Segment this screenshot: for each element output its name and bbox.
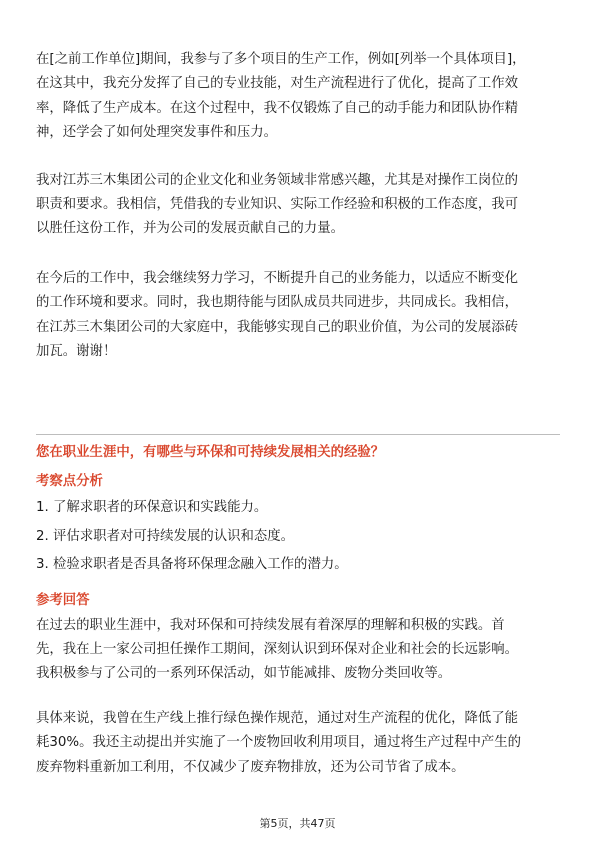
list-item: 1. 了解求职者的环保意识和实践能力。 [36, 500, 268, 515]
intro-paragraph-1: 在[之前工作单位]期间，我参与了多个项目的生产工作，例如[列举一个具体项目]， 在这其中，我充分发挥了自己的专业技能，对生产流程进行了优化，提高了工作效 率，降低了生产成本。在这个过程中，我不仅锻炼了自己的动手能力和团队协作精 神，还学会了如何处理突发事件和压力。 [36, 52, 526, 141]
intro-paragraph-3: 在今后的工作中，我会继续努力学习，不断提升自己的业务能力，以适应不断变化 的工作环境和要求。同时，我也期待能与团队成员共同进步，共同成长。我相信， 在江苏三木集团公司的大家庭中，我能够实现自己的职业价值，为公司的发展添砖 加瓦。谢谢！ [36, 270, 519, 360]
intro-paragraph-2: 我对江苏三木集团公司的企业文化和业务领域非常感兴趣，尤其是对操作工岗位的 职责和要求。我相信，凭借我的专业知识、实际工作经验和积极的工作态度，我可 以胜任这份工作，并为公司的发展贡献自己的力量。 [36, 172, 519, 237]
answer-paragraph-2: 具体来说，我曾在生产线上推行绿色操作规范，通过对生产流程的优化，降低了能 耗30%。我还主动提出并实施了一个废物回收利用项目，通过将生产过程中产生的 废弃物料重新加工利用，不仅减少了废弃物排放，还为公司节省了成本。 [36, 710, 522, 775]
page-number: 第5页，共47页 [259, 817, 336, 830]
list-item: 3. 检验求职者是否具备将环保理念融入工作的潜力。 [36, 557, 348, 572]
list-item: 2. 评估求职者对可持续发展的认识和态度。 [36, 528, 295, 544]
upper-content [36, 48, 560, 364]
question-section [36, 442, 560, 780]
analysis-list [36, 494, 560, 580]
question-heading: 您在职业生涯中，有哪些与环保和可持续发展相关的经验？ [36, 445, 385, 460]
analysis-label: 考察点分析 [36, 474, 103, 489]
answer-label: 参考回答 [36, 592, 90, 608]
answer-paragraph-1: 在过去的职业生涯中，我对环保和可持续发展有着深厚的理解和积极的实践。首 先，我在上一家公司担任操作工期间，深刻认识到环保对企业和社会的长远影响。 我积极参与了公司的一系列环保活动，如节能减排、废物分类回收等。 [36, 617, 519, 682]
section-divider [36, 434, 560, 435]
